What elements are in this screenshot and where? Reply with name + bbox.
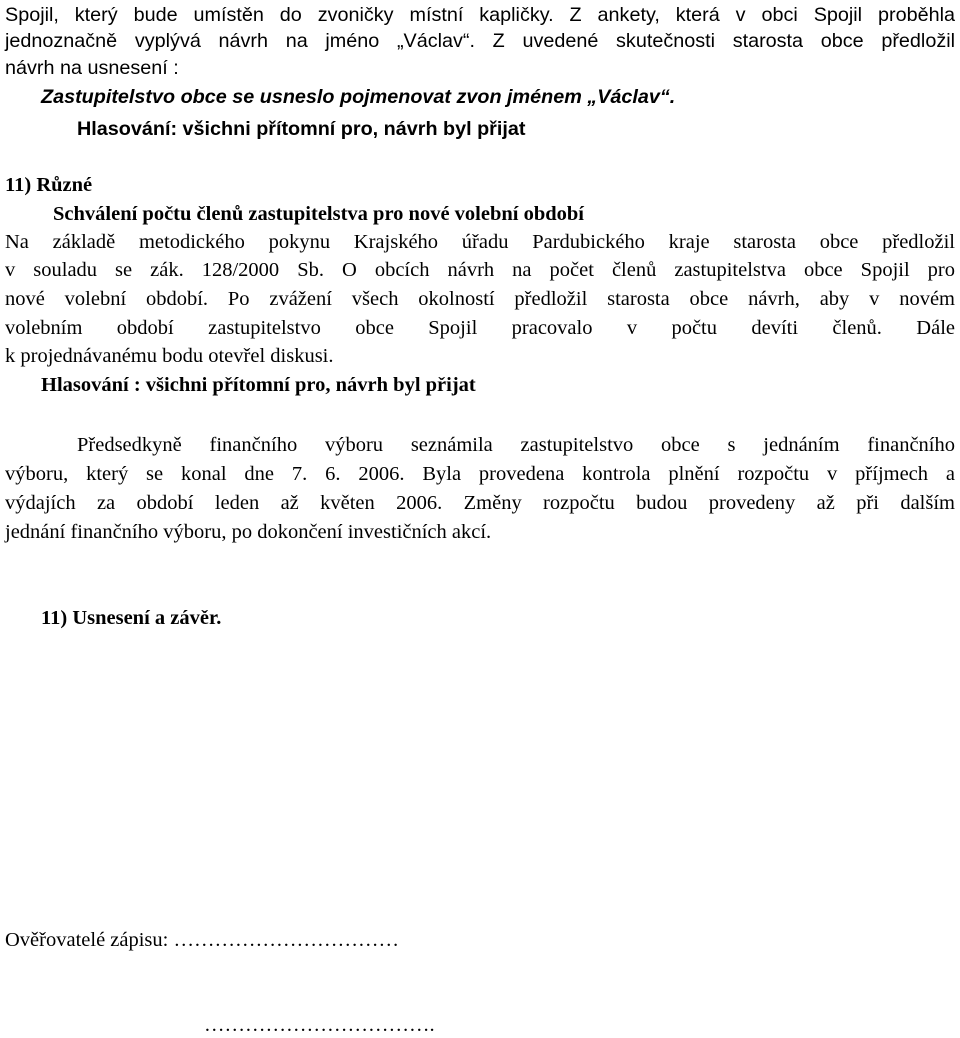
- paragraph-line: Spojil, který bude umístěn do zvoničky místní kapličky. Z ankety, která v obci Spojil proběhla: [5, 4, 955, 26]
- paragraph-line: jednoznačně vyplývá návrh na jméno „Václav“. Z uvedené skutečnosti starosta obce předložil: [5, 30, 955, 52]
- paragraph-line: výboru, který se konal dne 7. 6. 2006. Byla provedena kontrola plnění rozpočtu v příjmech a: [5, 463, 955, 485]
- section-heading: 11) Usnesení a závěr.: [41, 607, 222, 629]
- paragraph-line: výdajích za období leden až květen 2006. Změny rozpočtu budou provedeny až při dalším: [5, 492, 955, 514]
- paragraph-line: návrh na usnesení :: [5, 57, 179, 79]
- paragraph-line: Na základě metodického pokynu Krajského úřadu Pardubického kraje starosta obce předložil: [5, 231, 955, 253]
- paragraph-line: Předsedkyně finančního výboru seznámila zastupitelstvo obce s jednáním finančního: [77, 434, 955, 456]
- vote-result: Hlasování : všichni přítomní pro, návrh byl přijat: [41, 374, 476, 396]
- paragraph-line: jednání finančního výboru, po dokončení investičních akcí.: [5, 521, 492, 543]
- vote-result: Hlasování: všichni přítomní pro, návrh byl přijat: [77, 118, 526, 140]
- paragraph-line: volebním období zastupitelstvo obce Spojil pracovalo v počtu devíti členů. Dále: [5, 317, 955, 339]
- section-heading: 11) Různé: [5, 174, 93, 196]
- signature-line: …………………………….: [204, 1014, 435, 1036]
- subsection-heading: Schválení počtu členů zastupitelstva pro nové volební období: [53, 203, 584, 225]
- resolution-text: Zastupitelstvo obce se usneslo pojmenovat zvon jménem „Václav“.: [41, 86, 676, 108]
- paragraph-line: k projednávanému bodu otevřel diskusi.: [5, 345, 334, 367]
- paragraph-line: nové volební období. Po zvážení všech okolností předložil starosta obce návrh, aby v novém: [5, 288, 955, 310]
- paragraph-line: v souladu se zák. 128/2000 Sb. O obcích návrh na počet členů zastupitelstva obce Spojil pro: [5, 259, 955, 281]
- signature-line: Ověřovatelé zápisu: ……………………………: [5, 929, 399, 951]
